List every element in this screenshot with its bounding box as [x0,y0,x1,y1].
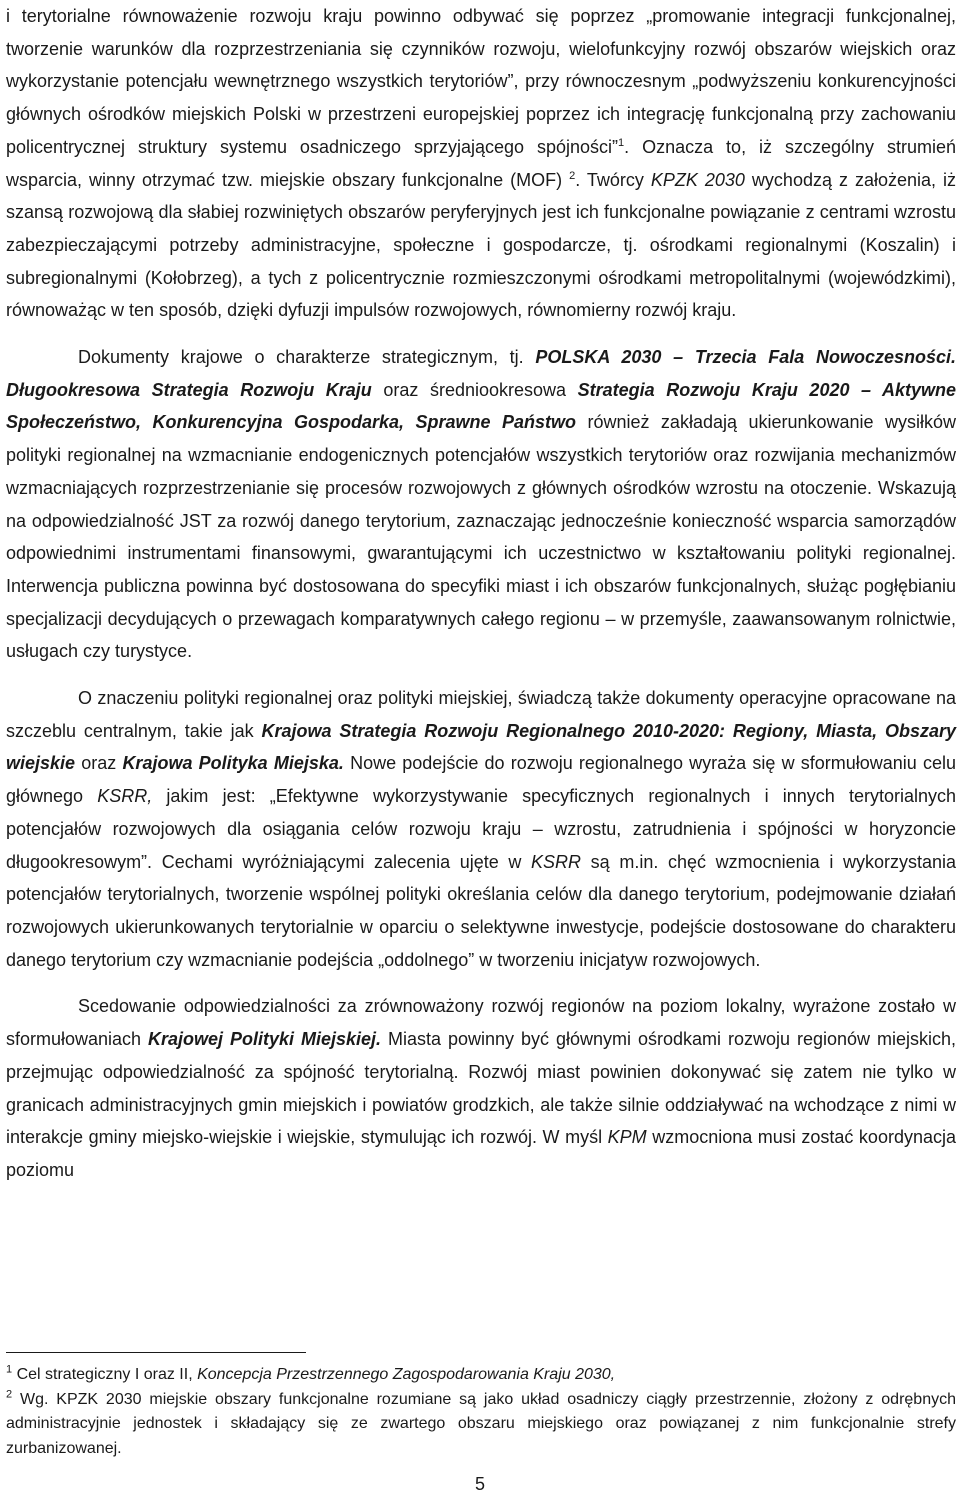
document-title-ref: POLSKA 2030 – Trzecia Fala Nowoczesności. Długookresowa Strategia Rozwoju Kraju [6,347,956,400]
italic-text: Koncepcja Przestrzennego Zagospodarowania Kraju 2030, [197,1366,616,1383]
paragraph [6,0,956,327]
paragraph [6,990,956,1186]
text-run: . Oznacza to, iż szczególny strumień wsparcia, winny otrzymać tzw. miejskie obszary funkcjonalne (MOF) [6,136,956,190]
text-run: Dokumenty krajowe o charakterze strategicznym, tj. [78,347,536,368]
text-run: i terytorialne równoważenie rozwoju kraju powinno odbywać się poprzez „promowanie integracji funkcjonalnej, tworzenie warunków dla rozprzestrzeniania się czynników rozwoju, wielofunkcyjny rozwój obszarów wiejskich oraz wykorzystanie potencjału wewnętrznego wszystkich terytoriów”, przy równoczesnym „podwyższeniu konkurencyjności głównych ośrodków miejskich Polski w przestrzeni europejskiej poprzez ich integrację funkcjonalną przy zachowaniu policentrycznej struktury systemu osadniczego sprzyjającego spójności” [6,6,956,157]
text-run: Nowe podejście do rozwoju regionalnego wyraża się w sformułowaniu celu głównego [6,753,956,807]
text-run: są m.in. chęć wzmocnienia i wykorzystania potencjałów terytorialnych, tworzenie wspólnej polityki określania celów dla danego terytorium, podejmowanie działań rozwojowych ukierunkowanych terytorialnie w oparciu o selektywne inwestycje, podejście dostosowane do charakteru danego terytorium czy wzmacnianie podejścia „oddolnego” w tworzeniu inicjatyw rozwojowych. [6,851,956,970]
text-run: wzmocniona musi zostać koordynacja poziomu [6,1127,956,1180]
page-number: 5 [474,1474,485,1494]
paragraph [6,682,956,976]
text-run: Wg. KPZK 2030 miejskie obszary funkcjonalne rozumiane są jako układ osadniczy ciągły przestrzennie, złożony z odrębnych administracyjnie jednostek i składający się ze zwartego obszaru miejskiego oraz powiązanej z nim funkcjonalnie strefy zurbanizowanej. [6,1390,956,1457]
text-run: Cel strategiczny I oraz II, [12,1366,198,1383]
footnote-ref: 2 [6,1388,13,1401]
footnotes [6,1352,956,1461]
document-body [6,0,956,1187]
text-run: oraz [75,753,123,774]
italic-text: KSRR [531,851,582,872]
text-run: jakim jest: „Efektywne wykorzystywanie specyficznych regionalnych i innych terytorialnych potencjałów rozwojowych dla osiągania celów rozwoju kraju – wzrostu, zatrudnienia i spójności w horyzoncie długookresowym”. Cechami wyróżniającymi zalecenia ujęte w [6,786,956,872]
footnote-ref: 2 [569,169,576,182]
text-run: O znaczeniu polityki regionalnej oraz polityki miejskiej, świadczą także dokumenty operacyjne opracowane na szczeblu centralnym, takie jak [6,688,956,741]
italic-text: KSRR, [97,786,153,807]
footnote-ref: 1 [6,1363,13,1376]
text-run: również zakładają ukierunkowanie wysiłków polityki regionalnej na wzmacnianie endogenicznych potencjałów wszystkich terytoriów oraz rozwijania mechanizmów wzmacniających rozprzestrzenianie się procesów rozwojowych z głównych ośrodków wzrostu na otoczenie. Wskazują na odpowiedzialność JST za rozwój danego terytorium, zaznaczając jednocześnie konieczność wsparcia samorządów odpowiednimi instrumentami finansowymi, gwarantującymi ich uczestnictwo w kształtowaniu polityki regionalnej. Interwencja publiczna powinna być dostosowana do specyfiki miast i ich obszarów funkcjonalnych, służąc pogłębianiu specjalizacji decydujących o przewagach komparatywnych całego regionu – w przemyśle, zaawansowanym rolnictwie, usługach czy turystyce. [6,412,956,662]
italic-text: KPM [607,1127,647,1148]
paragraph [6,341,956,668]
footnote [6,1363,956,1388]
text-run: . Twórcy [575,169,651,190]
footnote-separator [6,1352,306,1353]
document-title-ref: Krajowej Polityki Miejskiej. [148,1029,382,1050]
text-run: wychodzą z założenia, iż szansą rozwojową dla słabiej rozwiniętych obszarów peryferyjnych jest ich funkcjonalne powiązanie z centrami wzrostu zabezpieczającymi potrzeby administracyjne, społeczne i gospodarcze, tj. ośrodkami regionalnymi (Koszalin) i subregionalnymi (Kołobrzeg), a tych z policentrycznie rozmieszczonymi ośrodkami metropolitalnymi (wojewódzkimi), równoważąc w ten sposób, dzięki dyfuzji impulsów rozwojowych, równomierny rozwój kraju. [6,169,956,321]
document-title-ref: Krajowa Strategia Rozwoju Regionalnego 2010-2020: Regiony, Miasta, Obszary wiejskie [6,720,956,774]
footnote [6,1388,956,1462]
footnote-ref: 1 [618,136,625,149]
text-run: oraz średniookresowa [371,379,578,400]
text-run: Miasta powinny być głównymi ośrodkami rozwoju regionów miejskich, przejmując odpowiedzialność za spójność terytorialną. Rozwój miast powinien dokonywać się zatem nie tylko w granicach administracyjnych gmin miejskich i powiatów grodzkich, ale także silnie oddziaływać na wchodzące z nimi w interakcje gminy miejsko-wiejskie i wiejskie, stymulując ich rozwój. W myśl [6,1029,957,1148]
text-run: Scedowanie odpowiedzialności za zrównoważony rozwój regionów na poziom lokalny, wyrażone zostało w sformułowaniach [6,996,956,1050]
italic-text: KPZK 2030 [650,169,745,190]
document-title-ref: Strategia Rozwoju Kraju 2020 – Aktywne Społeczeństwo, Konkurencyjna Gospodarka, Sprawne Państwo [6,379,957,433]
document-title-ref: Krajowa Polityka Miejska. [122,753,344,774]
